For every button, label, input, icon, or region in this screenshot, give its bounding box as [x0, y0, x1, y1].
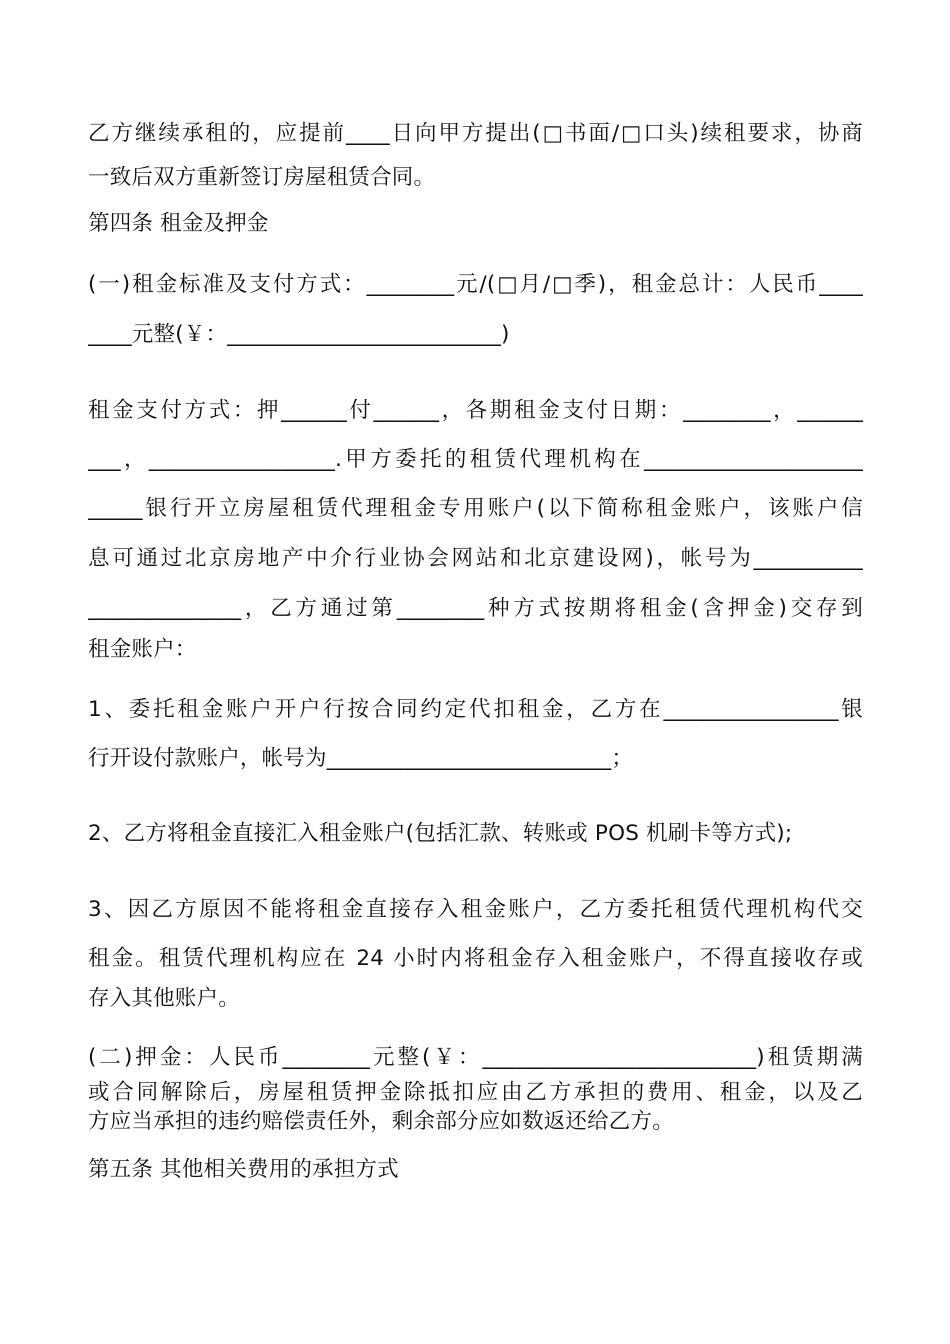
payment-method-line-3: _____银行开立房屋租赁代理租金专用账户(以下简称租金账户，该账户信	[88, 496, 863, 521]
option-2-line: 2、乙方将租金直接汇入租金账户(包括汇款、转账或 POS 机刷卡等方式);	[88, 821, 793, 846]
option-3-line-2: 租金。租赁代理机构应在 24 小时内将租金存入租金账户，不得直接收存或	[88, 946, 863, 971]
rent-standard-line-2: ____元整(￥：_________________________)	[88, 322, 510, 347]
payment-method-line-6: 租金账户：	[88, 637, 197, 662]
payment-method-line-4: 息可通过北京房地产中介行业协会网站和北京建设网)，帐号为__________	[88, 546, 863, 571]
option-3-line-1: 3、因乙方原因不能将租金直接存入租金账户，乙方委托租赁代理机构代交	[88, 897, 863, 922]
deposit-line-3: 方应当承担的违约赔偿责任外，剩余部分应如数返还给乙方。	[88, 1109, 674, 1134]
renewal-clause-line-2: 一致后双方重新签订房屋租赁合同。	[88, 165, 436, 190]
deposit-line-2: 或合同解除后，房屋租赁押金除抵扣应由乙方承担的费用、租金，以及乙	[88, 1080, 863, 1105]
payment-method-line-5: ______________，乙方通过第________种方式按期将租金(含押金)交存到	[88, 596, 863, 621]
option-3-line-3: 存入其他账户。	[88, 986, 240, 1011]
rent-standard-line-1: (一)租金标准及支付方式：________元/(□月/□季)，租金总计：人民币____	[88, 272, 863, 297]
renewal-clause-line-1: 乙方继续承租的，应提前____日向甲方提出(□书面/□口头)续租要求，协商	[88, 121, 863, 146]
deposit-line-1: (二)押金：人民币________元整(￥：_________________________)租赁期满	[88, 1045, 863, 1070]
option-1-line-1: 1、委托租金账户开户行按合同约定代扣租金，乙方在________________银	[88, 697, 863, 722]
payment-method-line-1: 租金支付方式：押______付______，各期租金支付日期：________，______	[88, 398, 863, 423]
article-5-heading: 第五条 其他相关费用的承担方式	[88, 1157, 399, 1182]
option-1-line-2: 行开设付款账户，帐号为__________________________；	[88, 746, 634, 771]
payment-method-line-2: ___，_________________.甲方委托的租赁代理机构在____________________	[88, 447, 863, 472]
article-4-heading: 第四条 租金及押金	[88, 211, 269, 236]
